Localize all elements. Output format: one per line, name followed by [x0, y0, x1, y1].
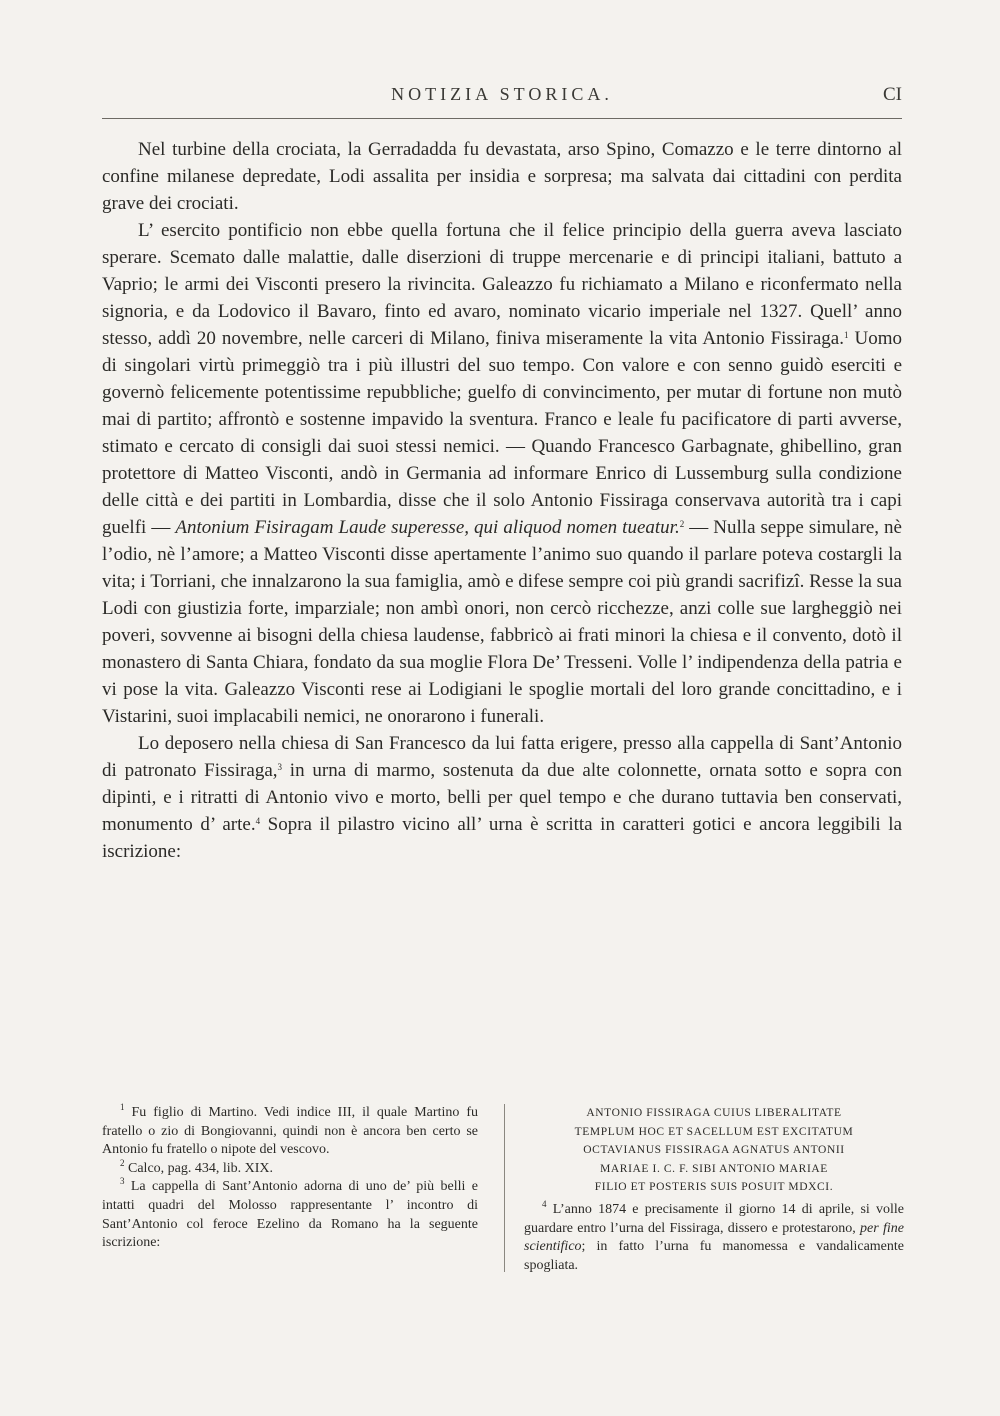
footnote-italic: per fine scientifico [524, 1220, 904, 1255]
footnote-text: ; in fatto l’urna fu manomessa e vandalicamente spogliata. [524, 1239, 904, 1273]
footnote-mark: 4 [542, 1198, 547, 1209]
footnote-mark: 3 [120, 1176, 125, 1187]
paragraph-text: — Nulla seppe simulare, nè l’odio, nè l’amore; a Matteo Visconti disse apertamente l’animo suo quando il parlare poteva costargli la vita; i Torriani, che innalzarono la sua famiglia, amò e difese sempre coi più grandi sacrifizî. Resse la sua Lodi con giustizia forte, imparziale; non ambì onori, non cercò ricchezze, anzi colle sue largheggiò nei poveri, sovvenne ai bisogni della chiesa laudense, fabbricò ai frati minori la chiesa e il convento, dotò il monastero di Santa Chiara, fondato da sua moglie Flora De’ Tresseni. Volle l’ indipendenza della patria e vi pose la vita. Galeazzo Visconti rese ai Lodigiani le spoglie mortali del loro grande concittadino, e i Vistarini, suoi implacabili nemici, ne onorarono i funerali. [102, 517, 902, 727]
inscription-block [524, 1104, 904, 1197]
header-rule [102, 118, 902, 119]
paragraph-fissiraga [102, 217, 902, 730]
footnote-ref-1[interactable]: 1 [843, 330, 849, 340]
footnote-mark: 1 [120, 1102, 125, 1112]
latin-quote: Antonium Fisiragam Laude superesse, qui aliquod nomen tueatur. [175, 517, 680, 538]
paragraph-text: L’ esercito pontificio non ebbe quella fortuna che il felice principio della guerra aveva lasciato sperare. Scemato dalle malattie, dalle diserzioni di truppe mercenarie e di principi italiani, battuto a Vaprio; le armi dei Visconti presero la rivincita. Galeazzo fu richiamato a Milano e riconfermato nella signoria, e da Lodovico il Bavaro, finto ed avaro, nominato vicario imperiale nel 1327. Quell’ anno stesso, addì 20 novembre, nelle carceri di Milano, finiva miseramente la vita Antonio Fissiraga. [102, 220, 902, 349]
main-text [102, 136, 902, 865]
paragraph-burial [102, 730, 902, 865]
paragraph-crusade [102, 136, 902, 217]
footnote-2 [102, 1157, 478, 1179]
footnote-1 [102, 1104, 478, 1160]
paragraph-text: Sopra il pilastro vicino all’ urna è scritta in caratteri gotici e ancora leggibili la iscrizione: [102, 814, 902, 862]
footnote-4 [524, 1198, 904, 1275]
paragraph-text: in urna di marmo, sostenuta da due alte colonnette, ornata sotto e sopra con dipinti, e i ritratti di Antonio vivo e morto, belli per quel tempo e che durano tuttavia ben conservati, monumento d’ arte. [102, 760, 902, 835]
inscription-line: MARIAE I. C. F. SIBI ANTONIO MARIAE [600, 1162, 828, 1175]
footnote-text: L’anno 1874 e precisamente il giorno 14 di aprile, si volle guardare entro l’urna del Fissiraga, dissero e protestarono, [524, 1201, 904, 1236]
footnote-ref-2[interactable]: 2 [679, 519, 685, 529]
inscription-line: OCTAVIANUS FISSIRAGA AGNATUS ANTONII [583, 1144, 845, 1157]
footnote-text: La cappella di Sant’Antonio adorna di uno de’ più belli e intatti quadri del Molosso rappresentante l’ incontro di Sant’Antonio col feroce Ezelino da Romano ha la seguente iscrizione: [102, 1179, 478, 1251]
running-head [102, 84, 902, 110]
page-number: CI [883, 84, 902, 105]
inscription-line: TEMPLUM HOC ET SACELLUM EST EXCITATUM [574, 1125, 854, 1138]
footnote-text: Fu figlio di Martino. Vedi indice III, il quale Martino fu fratello o zio di Bongiovanni, quindi non è ancora ben certo se Antonio fu fratello o nipote del vescovo. [102, 1105, 478, 1158]
running-title: NOTIZIA STORICA. [391, 84, 613, 104]
footnotes-right-column [524, 1104, 904, 1275]
footnote-column-divider [504, 1104, 505, 1272]
paragraph-text: Uomo di singolari virtù primeggiò tra i più illustri del suo tempo. Con valore e con senno guidò eserciti e governò felicemente potentissime repubbliche; guelfo di convincimento, per mutar di fortune non mutò mai di partito; affrontò e sostenne impavido la sventura. Franco e leale fu pacificatore di parti avverse, stimato e cercato di consigli dai suoi stessi nemici. — Quando Francesco Garbagnate, ghibellino, gran protettore di Matteo Visconti, andò in Germania ad informare Enrico di Lussemburg sulla condizione delle città e dei partiti in Lombardia, disse che il solo Antonio Fissiraga conservava autorità tra i capi guelfi — [102, 328, 903, 538]
inscription-line: ANTONIO FISSIRAGA CUIUS LIBERALITATE [586, 1107, 842, 1119]
footnote-3 [102, 1178, 478, 1252]
paragraph-text: Nel turbine della crociata, la Gerradadda fu devastata, arso Spino, Comazzo e le terre dintorno al confine milanese depredate, Lodi assalita per insidia e sorpresa; ma salvata dai cittadini con perdita grave dei crociati. [102, 139, 902, 214]
footnote-ref-3[interactable]: 3 [277, 762, 282, 772]
inscription-line: FILIO ET POSTERIS SUIS POSUIT MDXCI. [594, 1181, 834, 1194]
footnotes-left-column [102, 1104, 478, 1253]
paragraph-text: Lo deposero nella chiesa di San Francesco da lui fatta erigere, presso alla cappella di Sant’Antonio di patronato Fissiraga, [102, 733, 902, 781]
footnote-mark: 2 [120, 1157, 125, 1168]
footnote-text: Calco, pag. 434, lib. XIX. [124, 1160, 274, 1176]
footnote-ref-4[interactable]: 4 [255, 816, 261, 826]
